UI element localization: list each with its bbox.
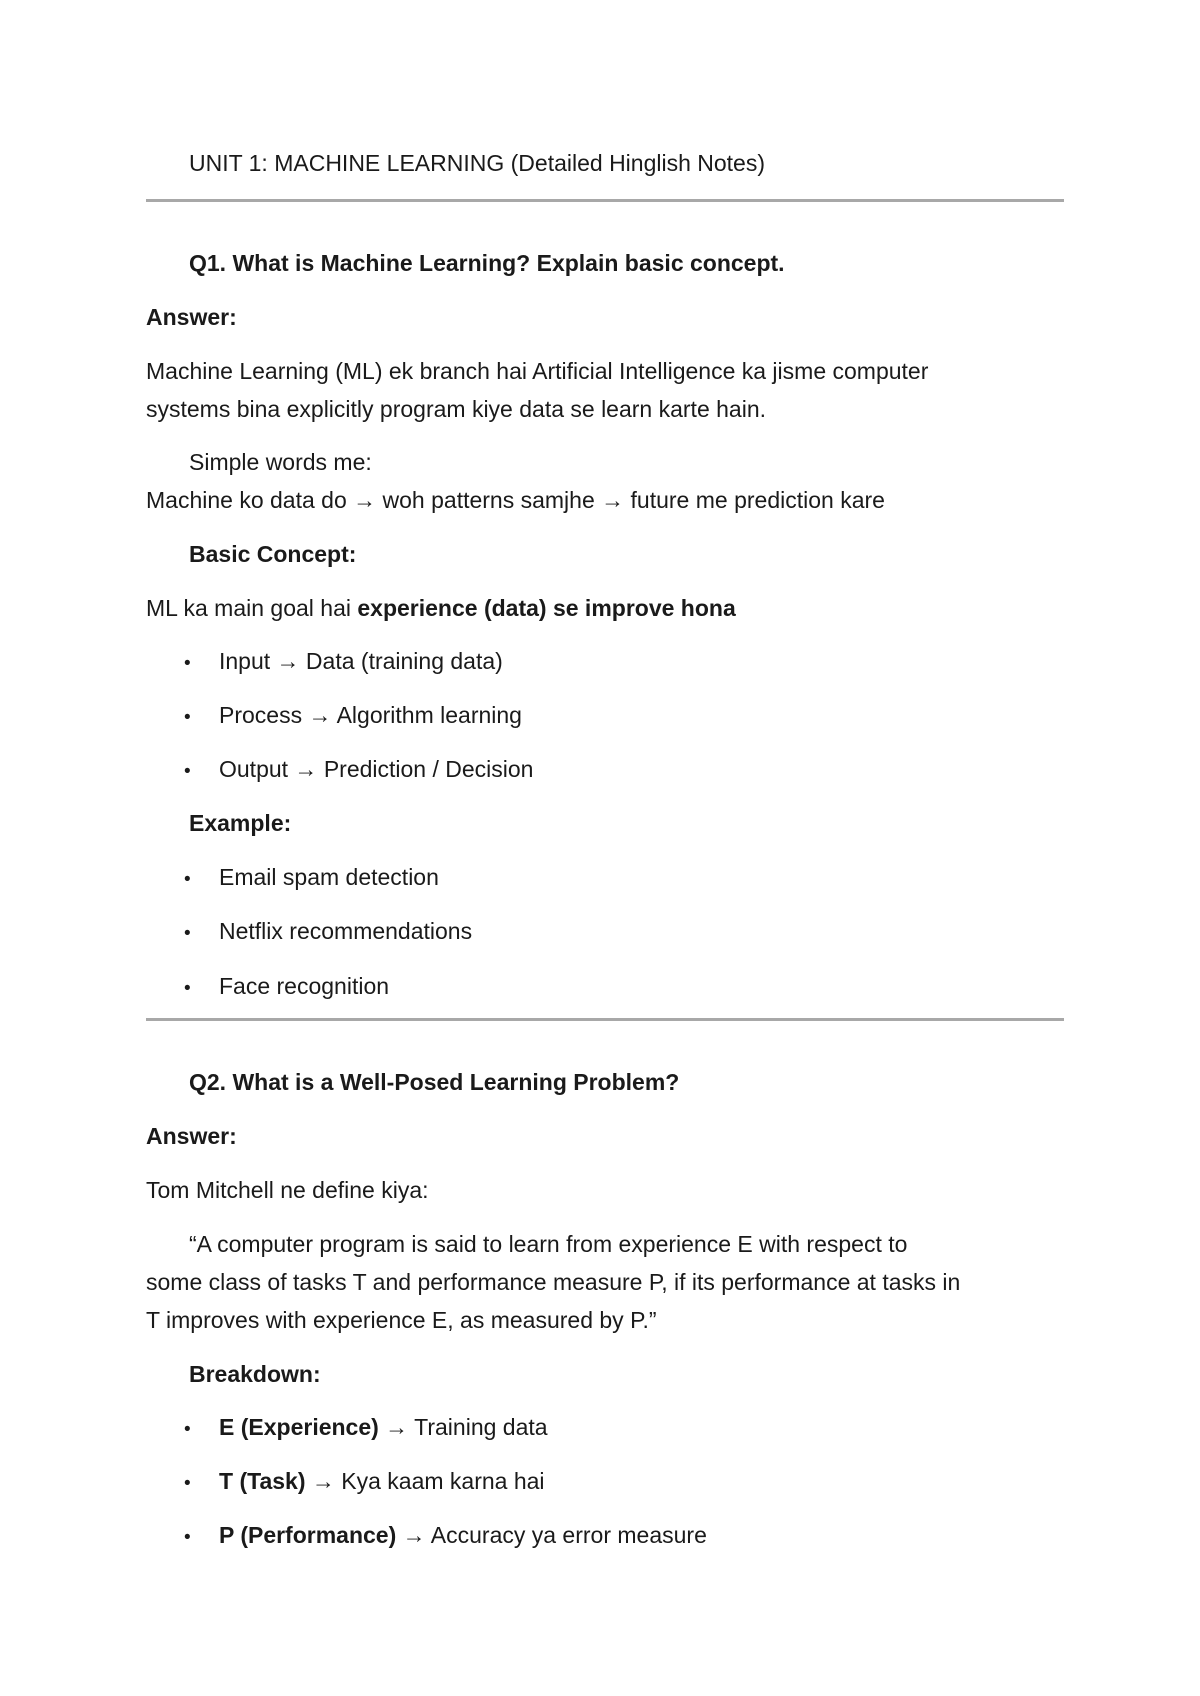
q2-intro: Tom Mitchell ne define kiya:	[146, 1177, 429, 1203]
bullet-icon: •	[184, 1473, 191, 1494]
breakdown-item	[219, 1468, 545, 1496]
breakdown-label: Breakdown:	[189, 1361, 321, 1387]
concept-item: Input → Data (training data)	[219, 648, 503, 674]
basic-concept-label: Basic Concept:	[189, 541, 357, 567]
quote-line-2: some class of tasks T and performance measure P, if its performance at tasks in	[146, 1269, 961, 1295]
bullet-icon: •	[184, 1419, 191, 1440]
breakdown-term: P (Performance)	[219, 1522, 397, 1548]
breakdown-desc: → Accuracy ya error measure	[396, 1522, 707, 1548]
bullet-icon: •	[184, 707, 191, 728]
example-item: Netflix recommendations	[219, 918, 473, 944]
bullet-icon: •	[184, 869, 191, 890]
breakdown-term: E (Experience)	[219, 1414, 379, 1440]
bullet-icon: •	[184, 923, 191, 944]
bullet-icon: •	[184, 653, 191, 674]
example-item: Face recognition	[219, 973, 390, 999]
q1-heading: Q1. What is Machine Learning? Explain basic concept.	[189, 250, 785, 276]
breakdown-desc: → Training data	[378, 1414, 548, 1440]
simple-words-label: Simple words me:	[189, 449, 372, 475]
goal-line	[146, 595, 736, 623]
breakdown-desc: → Kya kaam karna hai	[305, 1468, 545, 1494]
q1-answer-line-1: Machine Learning (ML) ek branch hai Artificial Intelligence ka jisme computer	[146, 358, 929, 384]
bullet-icon: •	[184, 978, 191, 999]
breakdown-term: T (Task)	[219, 1468, 306, 1494]
breakdown-item	[219, 1522, 707, 1550]
divider	[146, 199, 1064, 202]
example-label: Example:	[189, 810, 292, 836]
breakdown-item	[219, 1414, 548, 1442]
q1-answer-label: Answer:	[146, 304, 237, 330]
concept-item: Output → Prediction / Decision	[219, 756, 534, 782]
doc-title: UNIT 1: MACHINE LEARNING (Detailed Hinglish Notes)	[189, 150, 766, 176]
bullet-icon: •	[184, 1527, 191, 1548]
q1-answer-line-2: systems bina explicitly program kiye data se learn karte hain.	[146, 396, 767, 422]
simple-words-text: Machine ko data do → woh patterns samjhe → future me prediction kare	[146, 487, 885, 513]
q2-heading: Q2. What is a Well-Posed Learning Problem?	[189, 1069, 680, 1095]
quote-line-3: T improves with experience E, as measured by P.”	[146, 1307, 657, 1333]
q2-answer-label: Answer:	[146, 1123, 237, 1149]
concept-item: Process → Algorithm learning	[219, 702, 522, 728]
example-item: Email spam detection	[219, 864, 439, 890]
bullet-icon: •	[184, 761, 191, 782]
divider	[146, 1018, 1064, 1021]
goal-prefix: ML ka main goal hai	[146, 595, 358, 621]
goal-emphasis: experience (data) se improve hona	[357, 595, 736, 621]
quote-line-1: “A computer program is said to learn from experience E with respect to	[189, 1231, 908, 1257]
